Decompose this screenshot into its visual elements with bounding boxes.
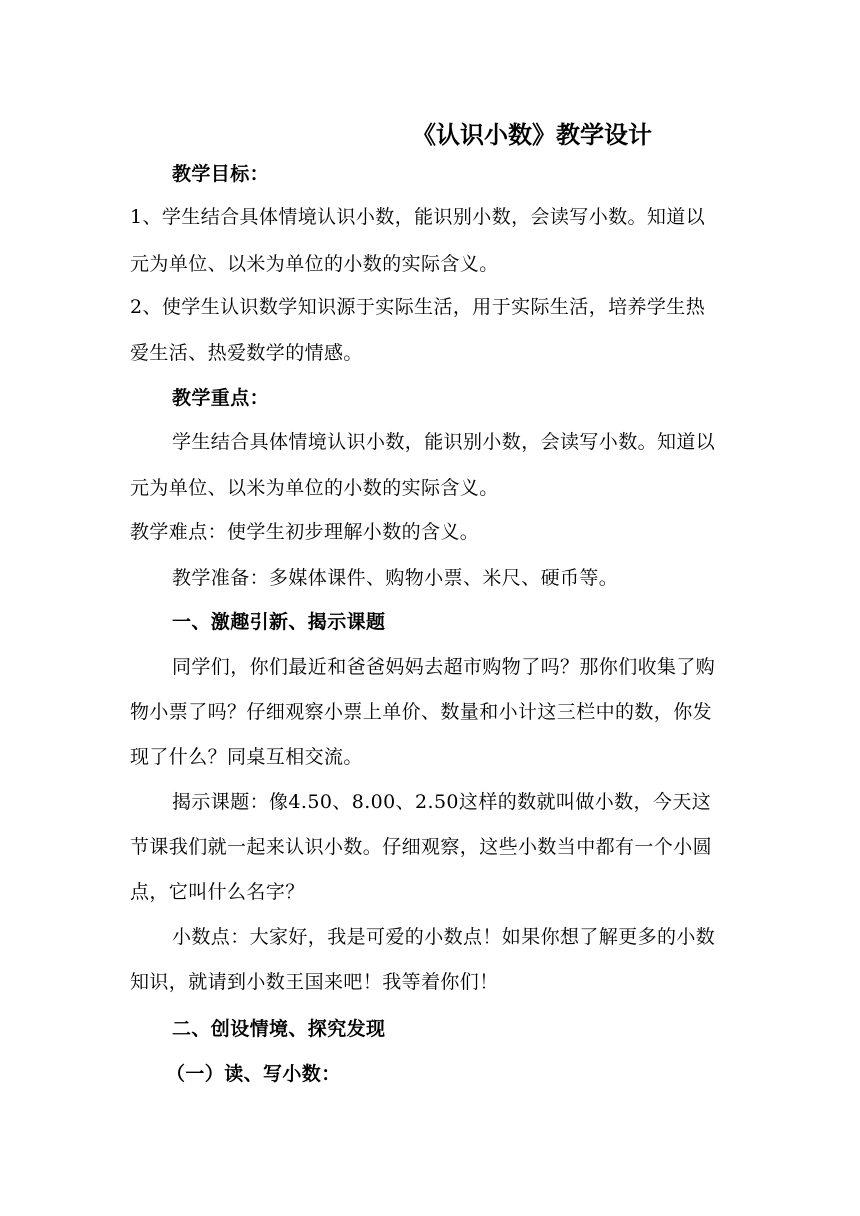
heading-subsection-one: （一）读、写小数： xyxy=(166,1063,341,1085)
paragraph-line: 点，它叫什么名字？ xyxy=(130,881,305,903)
paragraph-line: 物小票了吗？仔细观察小票上单价、数量和小计这三栏中的数，你发 xyxy=(130,701,713,723)
paragraph-line: 学生结合具体情境认识小数，能识别小数，会读写小数。知道以 xyxy=(172,431,716,453)
paragraph-line: 知识，就请到小数王国来吧！我等着你们！ xyxy=(130,971,499,993)
heading-key-points: 教学重点： xyxy=(172,387,270,409)
paragraph-line: 小数点：大家好，我是可爱的小数点！如果你想了解更多的小数 xyxy=(172,926,716,948)
paragraph-preparation: 教学准备：多媒体课件、购物小票、米尺、硬币等。 xyxy=(172,567,619,589)
paragraph-line: 揭示课题：像4.50、8.00、2.50这样的数就叫做小数，今天这 xyxy=(172,791,712,813)
paragraph-line: 2、使学生认识数学知识源于实际生活，用于实际生活，培养学生热 xyxy=(130,296,706,318)
paragraph-line: 1、学生结合具体情境认识小数，能识别小数，会读写小数。知道以 xyxy=(130,206,706,228)
paragraph-difficulty: 教学难点：使学生初步理解小数的含义。 xyxy=(130,521,480,543)
paragraph-line: 节课我们就一起来认识小数。仔细观察，这些小数当中都有一个小圆 xyxy=(130,836,713,858)
paragraph-line: 同学们，你们最近和爸爸妈妈去超市购物了吗？那你们收集了购 xyxy=(172,656,716,678)
document-title: 《认识小数》教学设计 xyxy=(412,121,652,149)
paragraph-line: 元为单位、以米为单位的小数的实际含义。 xyxy=(130,477,499,499)
heading-teaching-goals: 教学目标： xyxy=(172,163,270,185)
paragraph-line: 爱生活、热爱数学的情感。 xyxy=(130,342,363,364)
heading-section-two: 二、创设情境、探究发现 xyxy=(172,1018,386,1040)
paragraph-line: 元为单位、以米为单位的小数的实际含义。 xyxy=(130,253,499,275)
paragraph-line: 现了什么？同桌互相交流。 xyxy=(130,746,363,768)
heading-section-one: 一、激趣引新、揭示课题 xyxy=(172,611,386,633)
